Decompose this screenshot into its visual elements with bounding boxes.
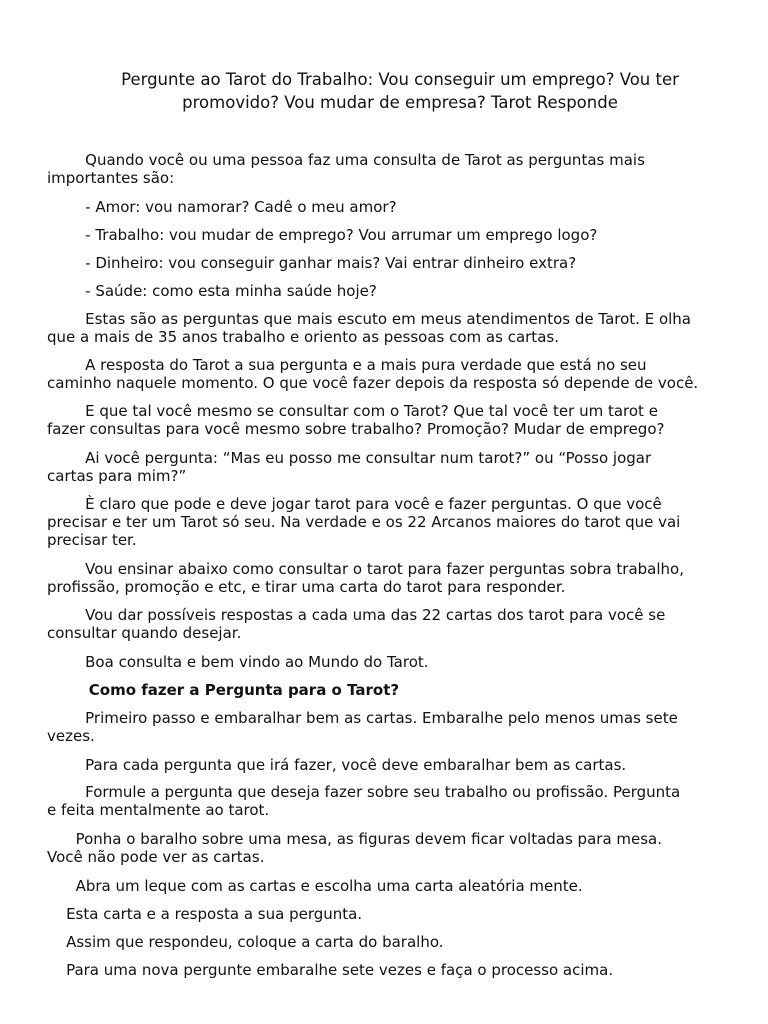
title-line-2: promovido? Vou mudar de empresa? Tarot Responde bbox=[182, 93, 618, 112]
paragraph bbox=[47, 830, 727, 866]
paragraph-line: Você não pode ver as cartas. bbox=[47, 848, 265, 866]
paragraph bbox=[47, 449, 727, 485]
paragraph-line: Ai você pergunta: “Mas eu posso me consultar num tarot?” ou “Posso jogar bbox=[47, 449, 652, 467]
paragraph-line: precisar e ter um Tarot só seu. Na verdade e os 22 Arcanos maiores do tarot que vai bbox=[47, 513, 681, 531]
paragraph-line: fazer consultas para você mesmo sobre trabalho? Promoção? Mudar de emprego? bbox=[47, 420, 665, 438]
paragraph bbox=[47, 756, 727, 774]
paragraph bbox=[47, 933, 727, 951]
paragraph-line: - Trabalho: vou mudar de emprego? Vou arrumar um emprego logo? bbox=[47, 226, 598, 244]
paragraph bbox=[47, 198, 727, 216]
paragraph bbox=[47, 783, 727, 819]
paragraph bbox=[47, 877, 727, 895]
paragraph-line: Vou dar possíveis respostas a cada uma das 22 cartas dos tarot para você se bbox=[47, 606, 666, 624]
paragraph-line: que a mais de 35 anos trabalho e oriento as pessoas com as cartas. bbox=[47, 328, 559, 346]
paragraph-line: È claro que pode e deve jogar tarot para você e fazer perguntas. O que você bbox=[47, 495, 662, 513]
paragraph bbox=[47, 356, 727, 392]
paragraph bbox=[47, 961, 727, 979]
paragraph-line: consultar quando desejar. bbox=[47, 624, 242, 642]
paragraph-line: Abra um leque com as cartas e escolha uma carta aleatória mente. bbox=[47, 877, 583, 895]
paragraph-line: Primeiro passo e embaralhar bem as cartas. Embaralhe pelo menos umas sete bbox=[47, 709, 678, 727]
paragraph bbox=[47, 151, 727, 187]
paragraph-line: precisar ter. bbox=[47, 531, 137, 549]
paragraph-line: e feita mentalmente ao tarot. bbox=[47, 801, 270, 819]
paragraph bbox=[47, 226, 727, 244]
paragraph-line: Quando você ou uma pessoa faz uma consulta de Tarot as perguntas mais bbox=[47, 151, 645, 169]
paragraph-line: profissão, promoção e etc, e tirar uma carta do tarot para responder. bbox=[47, 578, 566, 596]
paragraph bbox=[47, 653, 727, 671]
paragraph-line: - Saúde: como esta minha saúde hoje? bbox=[47, 282, 377, 300]
paragraph-line: - Amor: vou namorar? Cadê o meu amor? bbox=[47, 198, 397, 216]
paragraph-line: importantes são: bbox=[47, 169, 175, 187]
paragraph-line: Para uma nova pergunte embaralhe sete vezes e faça o processo acima. bbox=[47, 961, 614, 979]
paragraph bbox=[47, 905, 727, 923]
paragraph-line: vezes. bbox=[47, 727, 95, 745]
paragraph bbox=[47, 282, 727, 300]
paragraph-line: Para cada pergunta que irá fazer, você deve embaralhar bem as cartas. bbox=[47, 756, 627, 774]
paragraph bbox=[47, 254, 727, 272]
paragraph-line: E que tal você mesmo se consultar com o Tarot? Que tal você ter um tarot e bbox=[47, 402, 658, 420]
paragraph-line: caminho naquele momento. O que você fazer depois da resposta só depende de você. bbox=[47, 374, 699, 392]
paragraph-line: cartas para mim?” bbox=[47, 467, 187, 485]
title-line-1: Pergunte ao Tarot do Trabalho: Vou conseguir um emprego? Vou ter bbox=[121, 70, 679, 89]
paragraph-line: A resposta do Tarot a sua pergunta e a mais pura verdade que está no seu bbox=[47, 356, 647, 374]
paragraph bbox=[47, 709, 727, 745]
paragraph-line: Boa consulta e bem vindo ao Mundo do Tarot. bbox=[47, 653, 429, 671]
paragraph-line: Estas são as perguntas que mais escuto em meus atendimentos de Tarot. E olha bbox=[47, 310, 692, 328]
paragraph bbox=[47, 560, 727, 596]
paragraph-line: Vou ensinar abaixo como consultar o tarot para fazer perguntas sobra trabalho, bbox=[47, 560, 684, 578]
paragraph bbox=[47, 402, 727, 438]
paragraph-line: - Dinheiro: vou conseguir ganhar mais? Vai entrar dinheiro extra? bbox=[47, 254, 577, 272]
section-heading bbox=[47, 681, 727, 699]
paragraph-line: Assim que respondeu, coloque a carta do baralho. bbox=[47, 933, 444, 951]
paragraph-line: Como fazer a Pergunta para o Tarot? bbox=[47, 681, 400, 699]
paragraph-line: Ponha o baralho sobre uma mesa, as figuras devem ficar voltadas para mesa. bbox=[47, 830, 663, 848]
paragraph-line: Formule a pergunta que deseja fazer sobre seu trabalho ou profissão. Pergunta bbox=[47, 783, 681, 801]
paragraph bbox=[47, 606, 727, 642]
paragraph-line: Esta carta e a resposta a sua pergunta. bbox=[47, 905, 363, 923]
paragraph bbox=[47, 310, 727, 346]
document-title bbox=[60, 68, 740, 114]
paragraph bbox=[47, 495, 727, 549]
